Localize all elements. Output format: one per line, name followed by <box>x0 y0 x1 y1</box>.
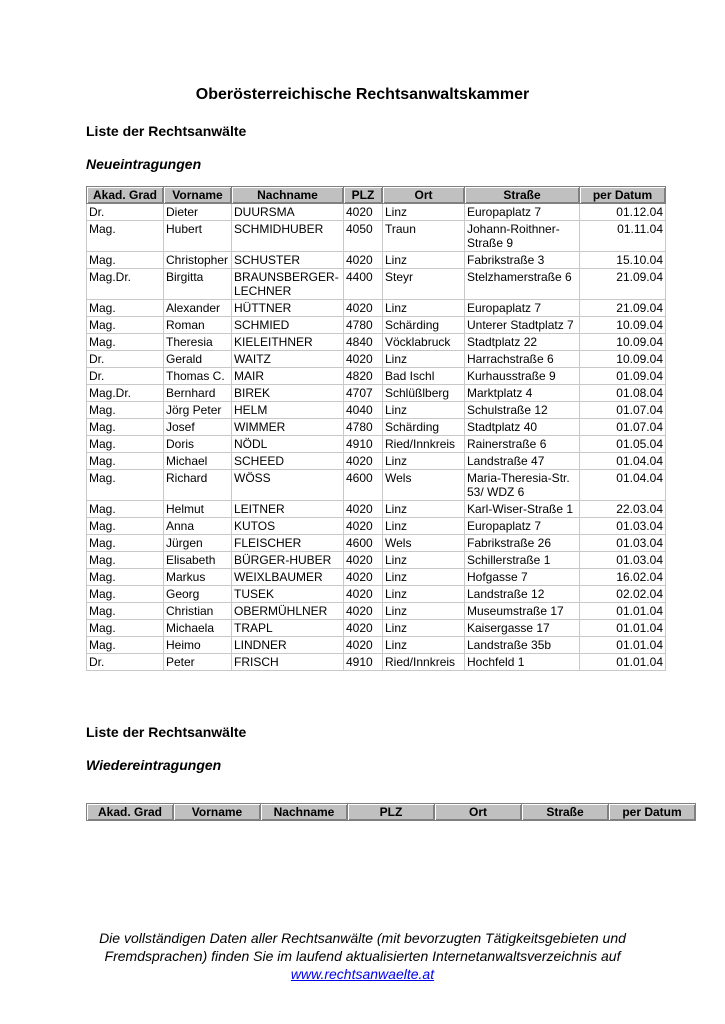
cell-nachname: TRAPL <box>232 620 344 637</box>
cell-strasse: Stadtplatz 40 <box>465 419 580 436</box>
column-header-akad-grad: Akad. Grad <box>87 804 174 821</box>
cell-ort: Ried/Innkreis <box>383 654 465 671</box>
cell-vorname: Thomas C. <box>164 368 232 385</box>
cell-per-datum: 01.01.04 <box>580 620 666 637</box>
cell-ort: Vöcklabruck <box>383 334 465 351</box>
cell-akad-grad: Mag. <box>87 334 164 351</box>
cell-nachname: LINDNER <box>232 637 344 654</box>
table-row <box>87 470 666 501</box>
cell-ort: Linz <box>383 351 465 368</box>
cell-per-datum: 10.09.04 <box>580 317 666 334</box>
cell-per-datum: 10.09.04 <box>580 351 666 368</box>
cell-per-datum: 02.02.04 <box>580 586 666 603</box>
column-header-per-datum: per Datum <box>580 187 666 204</box>
cell-ort: Wels <box>383 535 465 552</box>
cell-vorname: Helmut <box>164 501 232 518</box>
cell-ort: Linz <box>383 518 465 535</box>
table-row <box>87 368 666 385</box>
cell-strasse: Stadtplatz 22 <box>465 334 580 351</box>
cell-strasse: Kurhausstraße 9 <box>465 368 580 385</box>
cell-nachname: WEIXLBAUMER <box>232 569 344 586</box>
cell-vorname: Elisabeth <box>164 552 232 569</box>
cell-strasse: Europaplatz 7 <box>465 300 580 317</box>
cell-akad-grad: Mag. <box>87 637 164 654</box>
cell-nachname: SCHMIDHUBER <box>232 221 344 252</box>
cell-per-datum: 01.01.04 <box>580 603 666 620</box>
section-subheading-neueintragungen: Neueintragungen <box>86 156 202 172</box>
table-row <box>87 603 666 620</box>
cell-akad-grad: Mag. <box>87 535 164 552</box>
cell-per-datum: 01.05.04 <box>580 436 666 453</box>
document-title: Oberösterreichische Rechtsanwaltskammer <box>195 86 530 103</box>
cell-akad-grad: Dr. <box>87 654 164 671</box>
cell-akad-grad: Mag. <box>87 317 164 334</box>
cell-vorname: Dieter <box>164 204 232 221</box>
cell-per-datum: 01.11.04 <box>580 221 666 252</box>
column-header-ort: Ort <box>383 187 465 204</box>
cell-vorname: Jörg Peter <box>164 402 232 419</box>
cell-plz: 4020 <box>344 252 383 269</box>
table-row <box>87 300 666 317</box>
cell-per-datum: 01.12.04 <box>580 204 666 221</box>
cell-nachname: TUSEK <box>232 586 344 603</box>
section-heading-neueintragungen: Liste der Rechtsanwälte <box>86 123 247 139</box>
table-row <box>87 204 666 221</box>
column-header-strasse: Straße <box>522 804 609 821</box>
cell-strasse: Marktplatz 4 <box>465 385 580 402</box>
column-header-nachname: Nachname <box>232 187 344 204</box>
cell-nachname: FRISCH <box>232 654 344 671</box>
cell-plz: 4020 <box>344 518 383 535</box>
cell-vorname: Peter <box>164 654 232 671</box>
cell-nachname: SCHEED <box>232 453 344 470</box>
cell-vorname: Alexander <box>164 300 232 317</box>
cell-vorname: Josef <box>164 419 232 436</box>
cell-strasse: Fabrikstraße 26 <box>465 535 580 552</box>
cell-ort: Traun <box>383 221 465 252</box>
table-row <box>87 334 666 351</box>
cell-per-datum: 01.07.04 <box>580 402 666 419</box>
cell-plz: 4780 <box>344 317 383 334</box>
cell-nachname: KUTOS <box>232 518 344 535</box>
cell-ort: Linz <box>383 300 465 317</box>
cell-plz: 4050 <box>344 221 383 252</box>
table-row <box>87 221 666 252</box>
cell-akad-grad: Mag. <box>87 300 164 317</box>
cell-vorname: Michael <box>164 453 232 470</box>
table-row <box>87 501 666 518</box>
cell-plz: 4020 <box>344 637 383 654</box>
cell-per-datum: 01.01.04 <box>580 654 666 671</box>
section-subheading-wiedereintragungen: Wiedereintragungen <box>86 757 222 773</box>
cell-ort: Linz <box>383 552 465 569</box>
cell-akad-grad: Mag. <box>87 402 164 419</box>
cell-nachname: WÖSS <box>232 470 344 501</box>
cell-akad-grad: Mag. <box>87 552 164 569</box>
cell-vorname: Michaela <box>164 620 232 637</box>
cell-strasse: Johann-Roithner-Straße 9 <box>465 221 580 252</box>
directory-link[interactable]: www.rechtsanwaelte.at <box>290 966 435 982</box>
cell-plz: 4020 <box>344 453 383 470</box>
cell-strasse: Kaisergasse 17 <box>465 620 580 637</box>
cell-akad-grad: Mag. <box>87 453 164 470</box>
cell-plz: 4020 <box>344 552 383 569</box>
cell-ort: Linz <box>383 204 465 221</box>
cell-akad-grad: Mag. <box>87 470 164 501</box>
cell-strasse: Schulstraße 12 <box>465 402 580 419</box>
cell-strasse: Landstraße 12 <box>465 586 580 603</box>
cell-strasse: Museumstraße 17 <box>465 603 580 620</box>
cell-vorname: Anna <box>164 518 232 535</box>
cell-strasse: Rainerstraße 6 <box>465 436 580 453</box>
cell-strasse: Fabrikstraße 3 <box>465 252 580 269</box>
cell-plz: 4020 <box>344 603 383 620</box>
cell-akad-grad: Mag. <box>87 620 164 637</box>
cell-strasse: Karl-Wiser-Straße 1 <box>465 501 580 518</box>
column-header-vorname: Vorname <box>164 187 232 204</box>
table-row <box>87 654 666 671</box>
cell-per-datum: 01.03.04 <box>580 518 666 535</box>
wiedereintragungen-table <box>86 803 696 821</box>
table-row <box>87 252 666 269</box>
column-header-per-datum: per Datum <box>609 804 696 821</box>
cell-nachname: NÖDL <box>232 436 344 453</box>
cell-plz: 4020 <box>344 204 383 221</box>
cell-plz: 4600 <box>344 535 383 552</box>
cell-ort: Linz <box>383 252 465 269</box>
cell-akad-grad: Mag. <box>87 419 164 436</box>
table-row <box>87 620 666 637</box>
cell-per-datum: 01.04.04 <box>580 453 666 470</box>
column-header-nachname: Nachname <box>261 804 348 821</box>
cell-nachname: BÜRGER-HUBER <box>232 552 344 569</box>
cell-akad-grad: Mag. <box>87 252 164 269</box>
cell-strasse: Hochfeld 1 <box>465 654 580 671</box>
cell-vorname: Christopher <box>164 252 232 269</box>
cell-ort: Linz <box>383 603 465 620</box>
cell-plz: 4400 <box>344 269 383 300</box>
cell-vorname: Theresia <box>164 334 232 351</box>
cell-strasse: Maria-Theresia-Str. 53/ WDZ 6 <box>465 470 580 501</box>
column-header-strasse: Straße <box>465 187 580 204</box>
cell-nachname: DUURSMA <box>232 204 344 221</box>
cell-nachname: SCHUSTER <box>232 252 344 269</box>
footer-line-2: Fremdsprachen) finden Sie im laufend aktualisierten Internetanwaltsverzeichnis auf <box>104 948 621 964</box>
column-header-plz: PLZ <box>344 187 383 204</box>
cell-ort: Linz <box>383 501 465 518</box>
cell-plz: 4910 <box>344 436 383 453</box>
cell-plz: 4040 <box>344 402 383 419</box>
cell-vorname: Roman <box>164 317 232 334</box>
cell-ort: Linz <box>383 620 465 637</box>
cell-per-datum: 01.01.04 <box>580 637 666 654</box>
cell-nachname: OBERMÜHLNER <box>232 603 344 620</box>
cell-nachname: KIELEITHNER <box>232 334 344 351</box>
cell-ort: Linz <box>383 586 465 603</box>
cell-per-datum: 01.07.04 <box>580 419 666 436</box>
cell-akad-grad: Mag.Dr. <box>87 385 164 402</box>
cell-akad-grad: Mag. <box>87 518 164 535</box>
cell-plz: 4780 <box>344 419 383 436</box>
column-header-ort: Ort <box>435 804 522 821</box>
cell-vorname: Christian <box>164 603 232 620</box>
cell-vorname: Heimo <box>164 637 232 654</box>
cell-nachname: SCHMIED <box>232 317 344 334</box>
cell-ort: Schärding <box>383 419 465 436</box>
cell-akad-grad: Mag. <box>87 603 164 620</box>
cell-plz: 4020 <box>344 586 383 603</box>
cell-vorname: Bernhard <box>164 385 232 402</box>
cell-nachname: WIMMER <box>232 419 344 436</box>
table-header-row <box>87 187 666 204</box>
footer-line-1: Die vollständigen Daten aller Rechtsanwälte (mit bevorzugten Tätigkeitsgebieten und <box>99 930 626 946</box>
cell-akad-grad: Mag.Dr. <box>87 269 164 300</box>
cell-plz: 4840 <box>344 334 383 351</box>
cell-nachname: HELM <box>232 402 344 419</box>
cell-ort: Steyr <box>383 269 465 300</box>
cell-vorname: Doris <box>164 436 232 453</box>
cell-akad-grad: Mag. <box>87 436 164 453</box>
cell-ort: Linz <box>383 569 465 586</box>
cell-strasse: Landstraße 35b <box>465 637 580 654</box>
cell-nachname: BIREK <box>232 385 344 402</box>
cell-akad-grad: Mag. <box>87 569 164 586</box>
table-row <box>87 419 666 436</box>
table-row <box>87 552 666 569</box>
cell-ort: Linz <box>383 637 465 654</box>
section-heading-wiedereintragungen: Liste der Rechtsanwälte <box>86 724 247 740</box>
cell-vorname: Jürgen <box>164 535 232 552</box>
cell-nachname: WAITZ <box>232 351 344 368</box>
cell-vorname: Hubert <box>164 221 232 252</box>
cell-strasse: Unterer Stadtplatz 7 <box>465 317 580 334</box>
cell-vorname: Birgitta <box>164 269 232 300</box>
cell-akad-grad: Mag. <box>87 586 164 603</box>
table-row <box>87 453 666 470</box>
cell-plz: 4020 <box>344 351 383 368</box>
table-row <box>87 317 666 334</box>
cell-nachname: MAIR <box>232 368 344 385</box>
cell-strasse: Stelzhamerstraße 6 <box>465 269 580 300</box>
cell-nachname: HÜTTNER <box>232 300 344 317</box>
cell-plz: 4820 <box>344 368 383 385</box>
cell-nachname: LEITNER <box>232 501 344 518</box>
cell-per-datum: 10.09.04 <box>580 334 666 351</box>
cell-per-datum: 21.09.04 <box>580 269 666 300</box>
cell-per-datum: 16.02.04 <box>580 569 666 586</box>
cell-per-datum: 01.03.04 <box>580 535 666 552</box>
cell-akad-grad: Mag. <box>87 221 164 252</box>
cell-strasse: Harrachstraße 6 <box>465 351 580 368</box>
cell-plz: 4020 <box>344 501 383 518</box>
cell-ort: Ried/Innkreis <box>383 436 465 453</box>
cell-akad-grad: Dr. <box>87 368 164 385</box>
cell-vorname: Georg <box>164 586 232 603</box>
cell-plz: 4020 <box>344 620 383 637</box>
cell-per-datum: 22.03.04 <box>580 501 666 518</box>
table-row <box>87 351 666 368</box>
cell-plz: 4600 <box>344 470 383 501</box>
cell-ort: Schärding <box>383 317 465 334</box>
table-row <box>87 518 666 535</box>
cell-per-datum: 01.08.04 <box>580 385 666 402</box>
cell-vorname: Richard <box>164 470 232 501</box>
column-header-plz: PLZ <box>348 804 435 821</box>
table-row <box>87 269 666 300</box>
cell-per-datum: 01.04.04 <box>580 470 666 501</box>
cell-vorname: Markus <box>164 569 232 586</box>
cell-plz: 4910 <box>344 654 383 671</box>
cell-per-datum: 21.09.04 <box>580 300 666 317</box>
table-row <box>87 586 666 603</box>
cell-akad-grad: Dr. <box>87 204 164 221</box>
cell-ort: Bad Ischl <box>383 368 465 385</box>
cell-strasse: Landstraße 47 <box>465 453 580 470</box>
table-row <box>87 637 666 654</box>
cell-strasse: Europaplatz 7 <box>465 204 580 221</box>
cell-ort: Linz <box>383 402 465 419</box>
neueintragungen-table <box>86 186 666 671</box>
table-row <box>87 385 666 402</box>
column-header-akad-grad: Akad. Grad <box>87 187 164 204</box>
cell-ort: Wels <box>383 470 465 501</box>
cell-strasse: Schillerstraße 1 <box>465 552 580 569</box>
cell-nachname: BRAUNSBERGER-LECHNER <box>232 269 344 300</box>
cell-nachname: FLEISCHER <box>232 535 344 552</box>
table-row <box>87 402 666 419</box>
cell-strasse: Europaplatz 7 <box>465 518 580 535</box>
table-header-row <box>87 804 696 821</box>
table-row <box>87 436 666 453</box>
cell-plz: 4707 <box>344 385 383 402</box>
cell-per-datum: 01.09.04 <box>580 368 666 385</box>
cell-vorname: Gerald <box>164 351 232 368</box>
cell-strasse: Hofgasse 7 <box>465 569 580 586</box>
cell-ort: Schlüßlberg <box>383 385 465 402</box>
cell-akad-grad: Mag. <box>87 501 164 518</box>
table-row <box>87 569 666 586</box>
cell-plz: 4020 <box>344 300 383 317</box>
cell-plz: 4020 <box>344 569 383 586</box>
column-header-vorname: Vorname <box>174 804 261 821</box>
cell-akad-grad: Dr. <box>87 351 164 368</box>
table-row <box>87 535 666 552</box>
cell-ort: Linz <box>383 453 465 470</box>
footer-note <box>0 929 725 983</box>
cell-per-datum: 15.10.04 <box>580 252 666 269</box>
cell-per-datum: 01.03.04 <box>580 552 666 569</box>
